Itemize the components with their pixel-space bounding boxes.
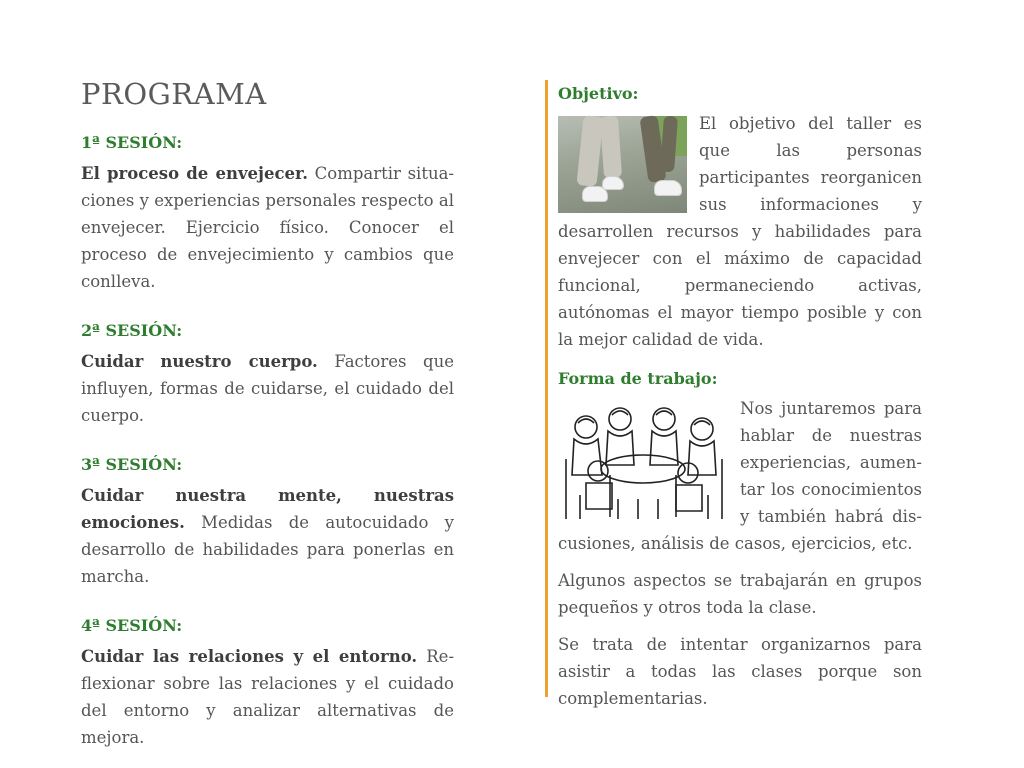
session-text: Reflexionar sobre las relaciones y el cuidado del entorno y analizar alternativas de mejora. — [81, 647, 455, 747]
session-heading: 4ª SESIÓN: — [81, 616, 183, 635]
info-column — [558, 82, 922, 722]
session-heading: 3ª SESIÓN: — [81, 455, 183, 474]
session-description — [81, 160, 454, 295]
session-heading: 1ª SESIÓN: — [81, 133, 183, 152]
page-title: PROGRAMA — [81, 77, 267, 111]
session-1 — [81, 132, 454, 295]
session-topic: Cuidar nuestro cuerpo. — [81, 352, 318, 371]
group-discussion-illustration — [558, 399, 728, 525]
method-text: Nos juntaremos para hablar de nuestras experiencias, aumentar los conocimientos y también habrá discusiones, análisis de casos, ejercicios, etc. — [558, 399, 922, 553]
session-description — [81, 482, 454, 590]
session-text: Factores que influyen, formas de cuidarse, el cuidado del cuerpo. — [81, 352, 454, 425]
session-topic: Cuidar las relaciones y el entorno. — [81, 647, 418, 666]
objective-text: El objetivo del taller es que las personas participantes reorganicen sus informaciones y desarrollen recursos y habilidades para envejecer con el máximo de capacidad funcional, permaneciendo activas, autónomas el mayor tiempo posible y con la mejor calidad de vida. — [558, 114, 922, 349]
method-groups-text: Algunos aspectos se trabajarán en grupos pequeños y otros toda la clase. — [558, 571, 922, 617]
session-topic: Cuidar nuestra mente, nuestras emociones. — [81, 486, 454, 532]
session-text: Medidas de autocuidado y desarrollo de habilidades para ponerlas en marcha. — [81, 513, 454, 586]
method-attendance-text: Se trata de intentar organizarnos para asistir a todas las clases porque son complementarias. — [558, 635, 922, 708]
walking-legs-photo — [558, 116, 687, 213]
column-divider — [545, 80, 548, 697]
session-4 — [81, 615, 454, 751]
session-description — [81, 348, 454, 429]
session-3 — [81, 454, 454, 590]
program-column — [81, 72, 455, 747]
objective-heading: Objetivo: — [558, 84, 639, 103]
session-description — [81, 643, 454, 751]
session-2 — [81, 320, 454, 429]
method-heading: Forma de trabajo: — [558, 369, 718, 388]
session-text: Compartir situaciones y experiencias personales respecto al envejecer. Ejercicio físico. Conocer el proceso de envejecimiento y cambios que conlleva. — [81, 164, 454, 291]
session-heading: 2ª SESIÓN: — [81, 321, 183, 340]
session-topic: El proceso de envejecer. — [81, 164, 308, 183]
